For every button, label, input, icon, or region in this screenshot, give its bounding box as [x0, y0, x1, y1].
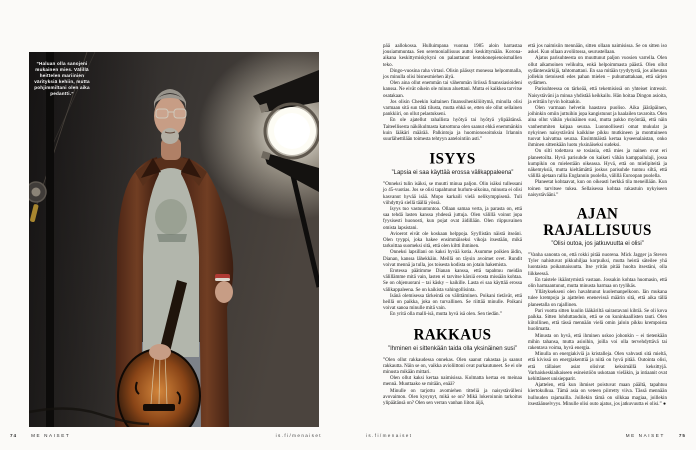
article-photo	[29, 52, 319, 427]
section-quote: ”Lapsia ei saa käyttää erossa välikappaleena”	[391, 170, 514, 177]
right-page-footer	[366, 433, 686, 438]
body-paragraph: että jos naimisiin mennään, sitten ollaan naimisissa. Se on sitten iso askel. Kun ollaan avoliitossa, seurustellaan.	[528, 44, 667, 56]
body-paragraph: ”Olen ollut rakkaudessa onnekas. Olen saanut rakastaa ja saanut rakkautta. Näin se on, vaikka avioliittoni ovat purkautuneet. Se ei ole minusta mikään mittari.	[383, 357, 522, 375]
magazine-name: ME NAISET	[31, 433, 71, 438]
body-paragraph: Dingo-vuosina raha virtasi. Olisin päässyt monessa helpommalla, jos minulla olisi bisnesmiehen älyä.	[383, 68, 522, 81]
section-heading-isyys: ISYYS	[429, 150, 476, 168]
body-paragraph: Olen aina ollut enemmän tai vähemmän liriissä finanssiasioideni kanssa. Ne eivät oikein ole minun aluettani. Mutta ei kaikkea tarvitse osatakaan.	[383, 81, 522, 99]
body-paragraph: En ole ajatellut rahallista hyötyä tai hyötyä ylipäätänsä. Taiteellisesta näkökulmasta katsottuna olen saanut ehkä enemmänkin kuin lääkäri määrää. Palkintoja ja huomionosoituksia Irlannin suurlähettilään toimesta tehtyyn aatelointiin asti.”	[383, 118, 522, 143]
body-paragraph: Onneksi lapsillani on kaksi hyvää kotia. Asumme poikien äidin, Dianan, kanssa lähekkäin. Meillä on täysin avoimet ovet. Rundit voivat mennä ja tulla, jos toisesta kodista on jotain hakemista.	[383, 250, 522, 268]
section-quote: ”Ihminen ei sittenkään taida olla yksinäinen susi”	[388, 345, 517, 352]
body-paragraph: Jos olisin Cheekin kaltainen finanssihenkilöitymä, minulla olisi varmaan sitä sun tätä tilusta, mutta ehkä se, etten ole ollut sellainen pankkiiri, on ollut pelastukseni.	[383, 99, 522, 118]
body-paragraph: Avioerot eivät ole koskaan helppoja. Syyllistän näistä itseäni. Olen tyyppi, joka hakee ensimmäiseksi vikoja itsestään, mikä tarkoittaa suomeksi sitä, että olen kiltti ihminen.	[383, 231, 522, 250]
right-page	[348, 0, 696, 450]
body-paragraph: Minulla on energiakiviä ja kristalleja. Olen vahvasti sitä mieltä, että kivissä on energiakenttiä ja niitä on hyvä pitää. Outointa olisi, että tällaiset asiat olisivat keksimällä keksittyjä. Varhaiskeskiaikaiseen esineistöön uskotaan vieläkin, ja intiaanit ovat kehittäneet unisiepparit.	[528, 352, 667, 383]
body-paragraph: ”Onneksi tulin isäksi, se muutti minua paljon. Olin isäksi tullessani jo 45-vuotias. Jos se olisi tapahtunut hurlum-aikoina, minusta ei olisi kasvanut hyvää isää. Mopo karkaili vielä nelikymppisenä. Tuli viihdyttyä siellä täällä yössä.	[383, 182, 522, 206]
page-number: 75	[678, 433, 686, 438]
goatee	[161, 128, 179, 144]
article-column-1	[383, 44, 522, 407]
body-paragraph: Erotessa päätimme Dianan kanssa, että tapahtuu meidän välillämme mitä vain, lasten ei tarvitse kärsiä erosta missään kohtaa. Se on ohjenuorani – tai käsky – kaikille. Lasta ei saa käyttää erossa välikappaleena. Se on kaikista vahingollisinta.	[383, 269, 522, 293]
page-number: 74	[10, 433, 18, 438]
magazine-name: ME NAISET	[625, 433, 665, 438]
body-paragraph: Olen varmaan helvetin haastava puoliso. Aika jääräpäinen, joihinkin omiin juttuihin jopa kangistunut ja haalailen tavaroita. Olen aina ollut vähän yksinäinen susi, mutta pakko myöntää, että näin vanhemmiten kaipaa seuraa. Luonnollisesti omat mukulat ja nykyinen naisystäväni kaikkine pikku mutkineen ja monttuineen tuovat kaivattua seuraa. Ensimmäistä kertaa kyseenalaistan, onko ihminen sittenkään luotu yksinäiseksi sudeksi.	[528, 106, 667, 149]
body-paragraph: Ajattelen, että kun ihmiset poistuvat maan päältä, tapahtuu kiertokulkua. Tämä asia on veteen piirretty viiva. Tässä mennään hulluuden rajamailla. Joillekin tämä on silkkaa magiaa, joillekin itsestäänselvyys. Minulle olisi outo ajatus, jos jatkuvuutta ei olisi.” ●	[528, 383, 667, 407]
section-quote: ”Olisi outoa, jos jatkuvuutta ei olisi”	[551, 241, 644, 248]
article-column-2	[528, 44, 667, 408]
body-paragraph: Parisuhteessa on tärkeää, että tekemisissä on yhteiset intressit. Naisystäväni ja minua yhdistää keikkailu. Hän hoitaa Dingon asioita, ja erittäin hyvin hoitaakin.	[528, 87, 667, 105]
body-paragraph: En taistele ikääntymistä vastaan. Jossakin kohtaa huomasin, että olin harmaantunut, mutta minusta harmaa on tyylikäs.	[528, 277, 667, 289]
pull-quote: ”Haluan olla sanojeni mukainen mies. Välillä heittelen mariinien värityksiä kehiin, mutta pohjimmiltani olen aika pedantti.”	[34, 61, 90, 96]
body-paragraph: On silti todettava se tosiasia, että mies ja nainen ovat eri planeetoilta. Hyvä parisuhde on kaiketi vähän kamppailulaji, jossa kumpikin on mielestään oikeassa. Hyvä, että on mielipiteitä ja näkemyksiä, mutta kieltämättä joskus parisuhde tuntuu siltä, että välillä ajetaan rallia Englannin puolella, välillä Euroopan puolella.	[528, 149, 667, 180]
studio-portrait-illustration	[29, 52, 319, 427]
body-paragraph: Olen ollut kaksi kertaa naimisissa. Kolmatta kertaa en meinaa mennä. Muuttaako se mitään, enää?	[383, 376, 522, 388]
body-paragraph: ”Vanha sanonta on, että rokki pitää nuorena. Mick Jagger ja Steven Tyler nahistuvat pikkuhiljaa korpuiksi, mutta heistä säteilee yhä luontaista poikamaisuutta. Itse yritän pitää huolta itsestäni, olla liikkeessä.	[528, 252, 667, 277]
left-hand	[215, 281, 233, 303]
body-paragraph: En yritä olla malli-isä, mutta hyvä isä olen. Sen tiedän.”	[390, 312, 502, 318]
section-heading-rakkaus: RAKKAUS	[413, 325, 492, 344]
body-paragraph: Minulle on tarjottu avomiehen titteliä ja naisystävälleni avovaimon. Olen kysynyt, mikä se on? Mikä lokeroinnin tarkoitus ylipäätänsä on? Olen sen verran vanhan liiton äijä,	[383, 388, 522, 406]
website-url: is.fi/menaiset	[275, 433, 322, 438]
body-paragraph: Minusta on hyvä, että ihminen uskoo johonkin – ei tietenkään mihin tahansa, mutta asioihin, joilla voi olla tervehdyttävä tai rakentava voima, hyvä energia.	[528, 333, 667, 352]
website-url: is.fi/menaiset	[366, 433, 413, 438]
body-paragraph: Planeetat kohtaavat, kun on oikeasti herkkä tila meneillään. Kun toinen tarvitsee tukea. Sellaisessa kohtaa rakastuin nykyiseen naisystävääni.”	[528, 180, 667, 198]
left-page-footer	[10, 433, 322, 438]
section-heading-ajan-rajallisuus: AJAN RAJALLISUUS	[543, 205, 652, 240]
body-paragraph: Isänä olemisessa tärkeintä on välittäminen. Poikani tietävät, että heillä on paikka, joka on turvallinen. Se riittää minulle. Poikani voivat sanoa minulle mitä vain.	[383, 293, 522, 312]
body-paragraph: Pari vuotta sitten kuulin lääkäriltä sairastavani kihtiä. Se oli kova paikka. Sitten lohduttauduin, että se on kuninkaallisten tauti. Olen kiitollinen, että tässä mennään vielä omin jaloin pikku krempoista huolimatta.	[528, 308, 667, 333]
body-paragraph: pää aallokossa. Hulluimpana vuonna 1985 aloin harrastaa jousiammuntaa. Sen seremoniallisuus auttoi keskittymään. Korona-aikana keskittymiskykyni on palauttanut lentokonepienoismallien teko.	[383, 44, 522, 68]
body-paragraph: Isyys tuo vastuuntuntoa. Ollaan samaa verta, ja parasta on, että saa tehdä lasten kanssa yhdessä juttuja. Olen välillä voinut jopa fyysisesti huonosti, kun pojat ovat äidillään. Olen riippuvainen omista lapsistani.	[383, 206, 522, 231]
body-paragraph: Ajatus parisuhteesta on muuttunut paljon vuosien varrella. Olen ollut aikamoinen velikulta, enkä helpoimmasta päästä. Olen ollut sydäntensärkijä, tahtomattani. En saa mitään tyydytystä, jos aiheutan jollekin tietoisesti edes pahan mielen – puhumattakaan, että särjen sydämen.	[528, 56, 667, 87]
right-hand	[149, 344, 171, 360]
light-stand-pole	[46, 52, 54, 427]
body-paragraph: Yllätyksekseni olen havahtunut kuolemanpelkoon. Iän mukana tulee krempoja ja ajattelen enenevissä määrin sitä, että aika tällä planeetalla on rajallinen.	[528, 290, 667, 308]
